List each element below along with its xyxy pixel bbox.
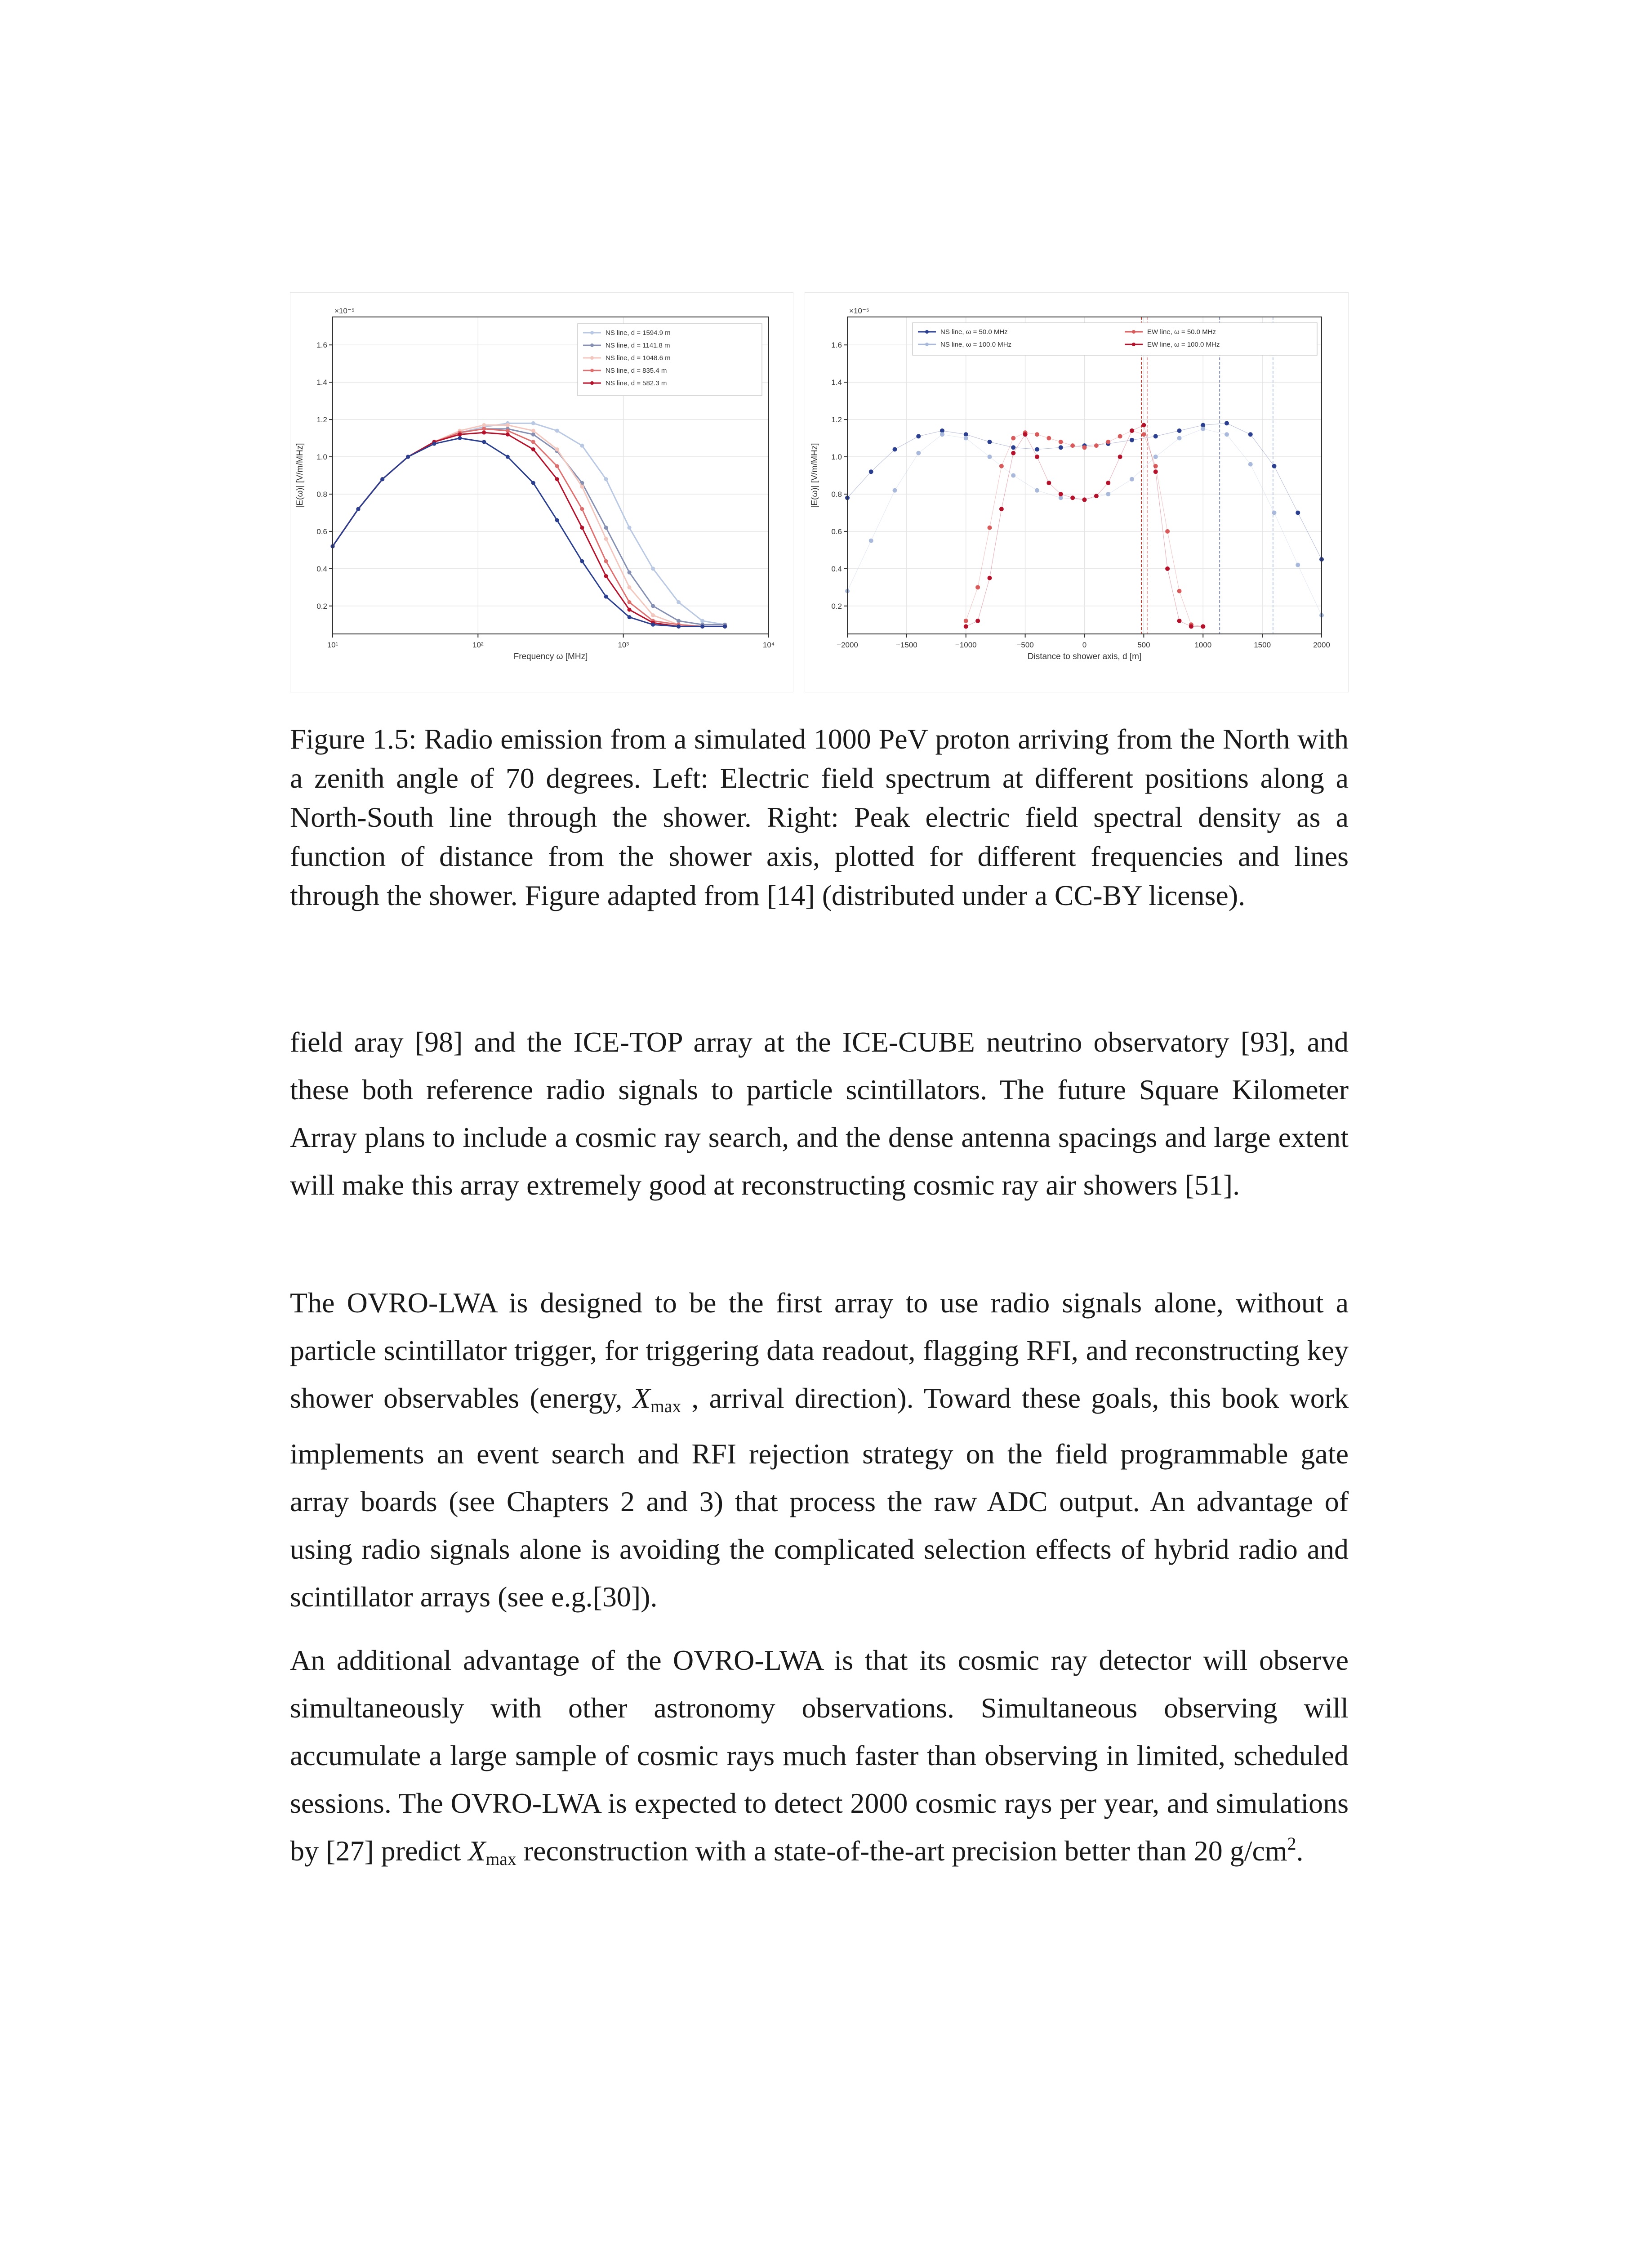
y-tick-label: 0.4: [316, 564, 327, 573]
data-point: [628, 585, 632, 589]
data-point: [1035, 447, 1039, 451]
data-point: [999, 464, 1004, 468]
data-point: [604, 477, 608, 481]
y-tick-label: 0.2: [831, 602, 842, 611]
legend-marker: [1132, 330, 1135, 334]
data-point: [458, 436, 462, 440]
legend-label: NS line, d = 1048.6 m: [606, 354, 671, 362]
y-tick-label: 1.6: [831, 341, 842, 350]
data-point: [1177, 619, 1182, 623]
data-point: [1035, 455, 1039, 459]
data-point: [651, 613, 655, 617]
data-point: [531, 428, 535, 433]
legend-label: NS line, d = 1141.8 m: [606, 342, 670, 349]
data-point: [1094, 443, 1099, 448]
data-point: [1165, 566, 1170, 571]
data-point: [531, 481, 535, 485]
data-point: [651, 623, 655, 627]
p2-text-b: , arrival direction). Toward these goals, this book work implements an event search and RFI rejection strategy on the field programmable gate array boards (see Chapters 2 and 3) that process the raw ADC output. An advantage of using radio signals alone is avoiding the complicated selection effects of hybrid radio and scintillator arrays (see e.g.[30]).: [290, 1382, 1349, 1613]
y-tick-label: 1.4: [316, 378, 327, 387]
data-point: [604, 559, 608, 563]
p3-text-a: An additional advantage of the OVRO-LWA is that its cosmic ray detector will observe simultaneously with other astronomy observations. Simultaneous observing will accumulate a large sample of cosmic rays much faster than observing in limited, scheduled sessions. The OVRO-LWA is expected to detect 2000 cosmic rays per year, and simulations by [27] predict: [290, 1644, 1349, 1867]
data-point: [628, 600, 632, 604]
legend-label: NS line, d = 1594.9 m: [606, 329, 671, 337]
y-multiplier: ×10⁻⁵: [334, 307, 355, 315]
data-point: [988, 455, 992, 459]
data-point: [555, 428, 559, 433]
data-point: [916, 434, 921, 438]
caption-label: Figure 1.5:: [290, 723, 417, 755]
p3-xmax-var: X: [468, 1835, 486, 1867]
data-point: [628, 571, 632, 575]
figure-caption: [290, 719, 1349, 915]
data-point: [700, 619, 704, 623]
data-point: [1011, 451, 1015, 455]
x-tick-label: 10³: [618, 641, 629, 649]
p3-xmax-sub: max: [485, 1849, 517, 1869]
data-point: [1130, 428, 1134, 433]
p3-unit-sup: 2: [1287, 1834, 1296, 1854]
data-point: [1023, 432, 1028, 437]
caption-text: Radio emission from a simulated 1000 PeV proton arriving from the North with a zenith angle of 70 degrees. Left: Electric field spectrum at different positions along a North-South line through the shower. Right: Peak electric field spectral density as a function of distance from the shower axis, plotted for different frequencies and lines through the shower. Figure adapted from [14] (distributed under a CC-BY license).: [290, 723, 1349, 911]
data-point: [1177, 436, 1182, 441]
data-point: [1082, 445, 1087, 450]
y-tick-label: 1.4: [831, 378, 842, 387]
data-point: [1046, 481, 1051, 485]
x-tick-label: 0: [1082, 641, 1087, 649]
data-point: [869, 539, 873, 543]
data-point: [1118, 455, 1122, 459]
data-point: [406, 455, 410, 459]
data-point: [482, 440, 486, 444]
data-point: [555, 464, 559, 468]
x-tick-label: 10²: [472, 641, 484, 649]
data-point: [1082, 497, 1087, 502]
y-tick-label: 0.8: [316, 490, 327, 499]
data-point: [1011, 473, 1015, 478]
data-point: [531, 440, 535, 444]
data-point: [1059, 492, 1063, 496]
legend-marker: [925, 343, 929, 346]
x-tick-label: −2000: [837, 641, 858, 649]
data-point: [506, 428, 510, 433]
data-point: [1130, 477, 1134, 482]
data-point: [1035, 432, 1039, 437]
legend-label: NS line, ω = 50.0 MHz: [940, 328, 1008, 336]
data-point: [1272, 464, 1277, 468]
data-point: [677, 624, 681, 629]
p2-text-a: The OVRO-LWA is designed to be the first array to use radio signals alone, without a particle scintillator trigger, for triggering data readout, flagging RFI, and reconstructing key shower observables (energy,: [290, 1287, 1349, 1414]
data-point: [604, 595, 608, 599]
data-point: [1011, 436, 1015, 441]
x-axis-label: Frequency ω [MHz]: [513, 652, 588, 661]
data-point: [1153, 434, 1158, 438]
x-tick-label: 10¹: [327, 641, 338, 649]
data-point: [893, 488, 897, 493]
y-tick-label: 1.0: [316, 453, 327, 462]
data-point: [1059, 445, 1063, 450]
data-point: [482, 423, 486, 427]
p3-text-b: reconstruction with a state-of-the-art precision better than 20 g/cm: [523, 1835, 1287, 1867]
x-tick-label: 500: [1137, 641, 1150, 649]
data-point: [700, 624, 704, 629]
data-point: [1177, 589, 1182, 593]
x-tick-label: −1000: [955, 641, 977, 649]
data-point: [555, 447, 559, 451]
data-point: [1177, 428, 1182, 433]
legend-marker: [925, 330, 929, 334]
data-point: [506, 433, 510, 437]
data-point: [580, 444, 584, 448]
data-point: [893, 447, 897, 451]
x-tick-label: −1500: [896, 641, 917, 649]
paragraph-1: field aray [98] and the ICE-TOP array at the ICE-CUBE neutrino observatory [93], and these both reference radio signals to particle scintillators. The future Square Kilometer Array plans to include a cosmic ray search, and the dense antenna spacings and large extent will make this array extremely good at reconstructing cosmic ray air showers [51].: [290, 1026, 1349, 1201]
data-point: [1165, 529, 1170, 534]
data-point: [1153, 455, 1158, 459]
data-point: [1189, 624, 1193, 629]
data-point: [964, 619, 968, 623]
legend-label: EW line, ω = 50.0 MHz: [1147, 328, 1216, 336]
data-point: [580, 485, 584, 489]
data-point: [975, 585, 980, 589]
data-point: [940, 432, 944, 437]
y-tick-label: 1.6: [316, 341, 327, 350]
y-axis-label: |E(ω)| [V/m/MHz]: [810, 443, 819, 508]
paragraph-2: [290, 1279, 1349, 1621]
data-point: [628, 615, 632, 619]
data-point: [604, 574, 608, 578]
data-point: [1201, 427, 1205, 431]
y-tick-label: 0.8: [831, 490, 842, 499]
data-point: [723, 624, 727, 629]
data-point: [975, 619, 980, 623]
data-point: [1153, 469, 1158, 474]
y-axis-label: |E(ω)| [V/m/MHz]: [295, 443, 305, 508]
data-point: [356, 507, 360, 511]
data-point: [964, 436, 968, 441]
data-point: [1106, 440, 1110, 444]
y-tick-label: 1.2: [316, 415, 327, 424]
data-point: [458, 433, 462, 437]
data-point: [1070, 443, 1075, 448]
legend-marker: [590, 356, 594, 360]
data-point: [1248, 432, 1253, 437]
p2-xmax-sub: max: [650, 1396, 681, 1416]
data-point: [380, 477, 384, 481]
data-point: [628, 526, 632, 530]
data-point: [482, 431, 486, 435]
data-point: [1201, 624, 1205, 629]
data-point: [1141, 432, 1146, 437]
right-distance-plot: [805, 292, 1349, 692]
y-tick-label: 0.4: [831, 564, 842, 573]
data-point: [988, 440, 992, 444]
y-tick-label: 1.0: [831, 453, 842, 462]
x-tick-label: −500: [1016, 641, 1034, 649]
data-point: [1248, 462, 1253, 467]
legend-label: NS line, d = 582.3 m: [606, 379, 667, 387]
data-point: [1118, 434, 1122, 438]
x-axis-label: Distance to shower axis, d [m]: [1027, 652, 1142, 661]
left-spectrum-plot: [290, 292, 793, 692]
legend-label: NS line, ω = 100.0 MHz: [940, 341, 1012, 348]
legend-marker: [590, 331, 594, 335]
legend-box: [913, 323, 1317, 355]
data-point: [1225, 432, 1229, 437]
data-point: [651, 604, 655, 608]
data-point: [869, 469, 873, 474]
data-point: [628, 608, 632, 612]
data-point: [1070, 495, 1075, 500]
data-point: [531, 447, 535, 451]
x-tick-label: 10⁴: [762, 641, 775, 649]
x-tick-label: 1000: [1194, 641, 1212, 649]
data-point: [677, 619, 681, 623]
data-point: [1225, 421, 1229, 425]
data-point: [988, 526, 992, 530]
data-point: [531, 421, 535, 425]
data-point: [1106, 492, 1110, 496]
data-point: [1296, 510, 1300, 515]
data-point: [555, 477, 559, 481]
x-tick-label: 2000: [1313, 641, 1330, 649]
data-point: [1296, 563, 1300, 567]
data-point: [964, 624, 968, 629]
data-point: [1059, 440, 1063, 444]
data-point: [916, 451, 921, 455]
data-point: [1035, 488, 1039, 493]
y-tick-label: 0.2: [316, 602, 327, 611]
p2-xmax-var: X: [632, 1382, 650, 1414]
data-point: [506, 423, 510, 427]
data-point: [988, 576, 992, 580]
data-point: [1011, 445, 1015, 450]
data-point: [1046, 436, 1051, 441]
y-multiplier: ×10⁻⁵: [849, 307, 869, 315]
data-point: [555, 518, 559, 522]
data-point: [531, 433, 535, 437]
data-point: [482, 427, 486, 431]
data-point: [1106, 481, 1110, 485]
y-tick-label: 0.6: [831, 527, 842, 536]
data-point: [999, 507, 1004, 511]
data-point: [580, 507, 584, 511]
data-point: [1130, 438, 1134, 442]
y-tick-label: 1.2: [831, 415, 842, 424]
legend-marker: [590, 381, 594, 385]
data-point: [651, 566, 655, 571]
legend-marker: [1132, 343, 1135, 346]
legend-marker: [590, 369, 594, 372]
data-point: [580, 559, 584, 563]
x-tick-label: 1500: [1254, 641, 1271, 649]
legend-label: NS line, d = 835.4 m: [606, 367, 667, 375]
data-point: [1094, 494, 1099, 498]
data-point: [506, 455, 510, 459]
data-point: [677, 600, 681, 604]
legend-marker: [590, 343, 594, 347]
data-point: [604, 526, 608, 530]
data-point: [1141, 423, 1146, 428]
data-point: [1272, 510, 1277, 515]
legend-label: EW line, ω = 100.0 MHz: [1147, 341, 1220, 348]
data-point: [580, 526, 584, 530]
data-point: [604, 537, 608, 541]
data-point: [432, 442, 436, 446]
y-tick-label: 0.6: [316, 527, 327, 536]
paragraph-3: [290, 1637, 1349, 1883]
p3-end: .: [1296, 1835, 1304, 1867]
